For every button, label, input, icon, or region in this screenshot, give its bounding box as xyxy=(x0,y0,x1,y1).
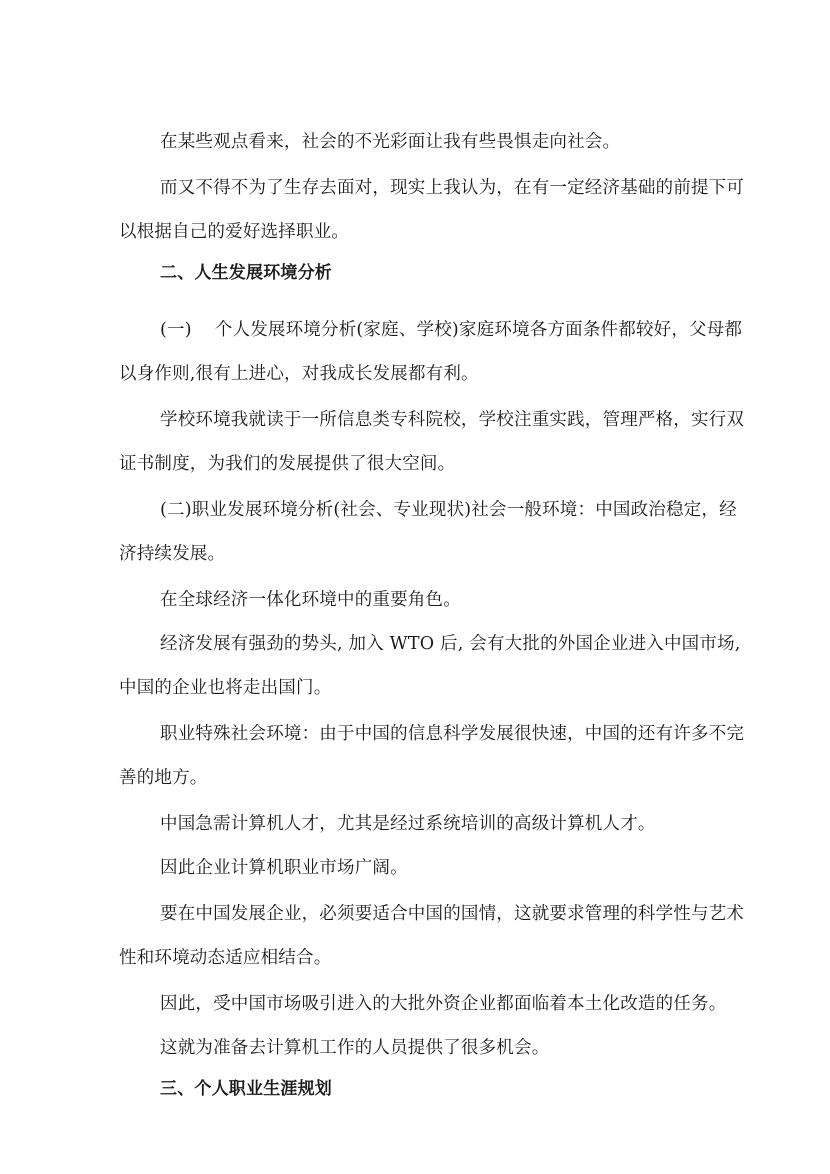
paragraph-line: 因此企业计算机职业市场广阔。 xyxy=(160,857,408,878)
paragraph-line: 职业特殊社会环境：由于中国的信息科学发展很快速，中国的还有许多不完 xyxy=(160,723,745,744)
paragraph-line: (二)职业发展环境分析(社会、专业现状)社会一般环境：中国政治稳定，经 xyxy=(160,499,737,520)
section-heading: 三、个人职业生涯规划 xyxy=(160,1079,332,1099)
paragraph-line: 善的地方。 xyxy=(119,767,208,788)
paragraph-line: 在某些观点看来，社会的不光彩面让我有些畏惧走向社会。 xyxy=(160,131,621,152)
paragraph-line: 学校环境我就读于一所信息类专科院校，学校注重实践，管理严格，实行双 xyxy=(160,409,745,430)
section-heading: 二、人生发展环境分析 xyxy=(160,263,332,283)
paragraph-line: 在全球经济一体化环境中的重要角色。 xyxy=(160,589,461,610)
paragraph-line: 要在中国发展企业，必须要适合中国的国情，这就要求管理的科学性与艺术 xyxy=(160,903,745,924)
paragraph-line: 中国的企业也将走出国门。 xyxy=(119,677,332,698)
paragraph-line: (一) 个人发展环境分析(家庭、学校)家庭环境各方面条件都较好，父母都 xyxy=(160,319,743,340)
paragraph-line: 济持续发展。 xyxy=(119,543,226,564)
paragraph-line: 因此，受中国市场吸引进入的大批外资企业都面临着本土化改造的任务。 xyxy=(160,993,727,1014)
paragraph-line: 以根据自己的爱好选择职业。 xyxy=(119,221,350,242)
paragraph-line: 中国急需计算机人才，尤其是经过系统培训的高级计算机人才。 xyxy=(160,813,656,834)
paragraph-line: 经济发展有强劲的势头, 加入 WTO 后, 会有大批的外国企业进入中国市场, xyxy=(160,633,741,654)
watermark: ​ xyxy=(269,409,331,496)
paragraph-line: 而又不得不为了生存去面对，现实上我认为，在有一定经济基础的前提下可 xyxy=(160,177,745,198)
paragraph-line: 证书制度，为我们的发展提供了很大空间。 xyxy=(119,453,456,474)
paragraph-line: 这就为准备去计算机工作的人员提供了很多机会。 xyxy=(160,1037,550,1058)
paragraph-line: 以身作则,很有上进心，对我成长发展都有利。 xyxy=(119,363,479,384)
paragraph-line: 性和环境动态适应相结合。 xyxy=(119,947,332,968)
